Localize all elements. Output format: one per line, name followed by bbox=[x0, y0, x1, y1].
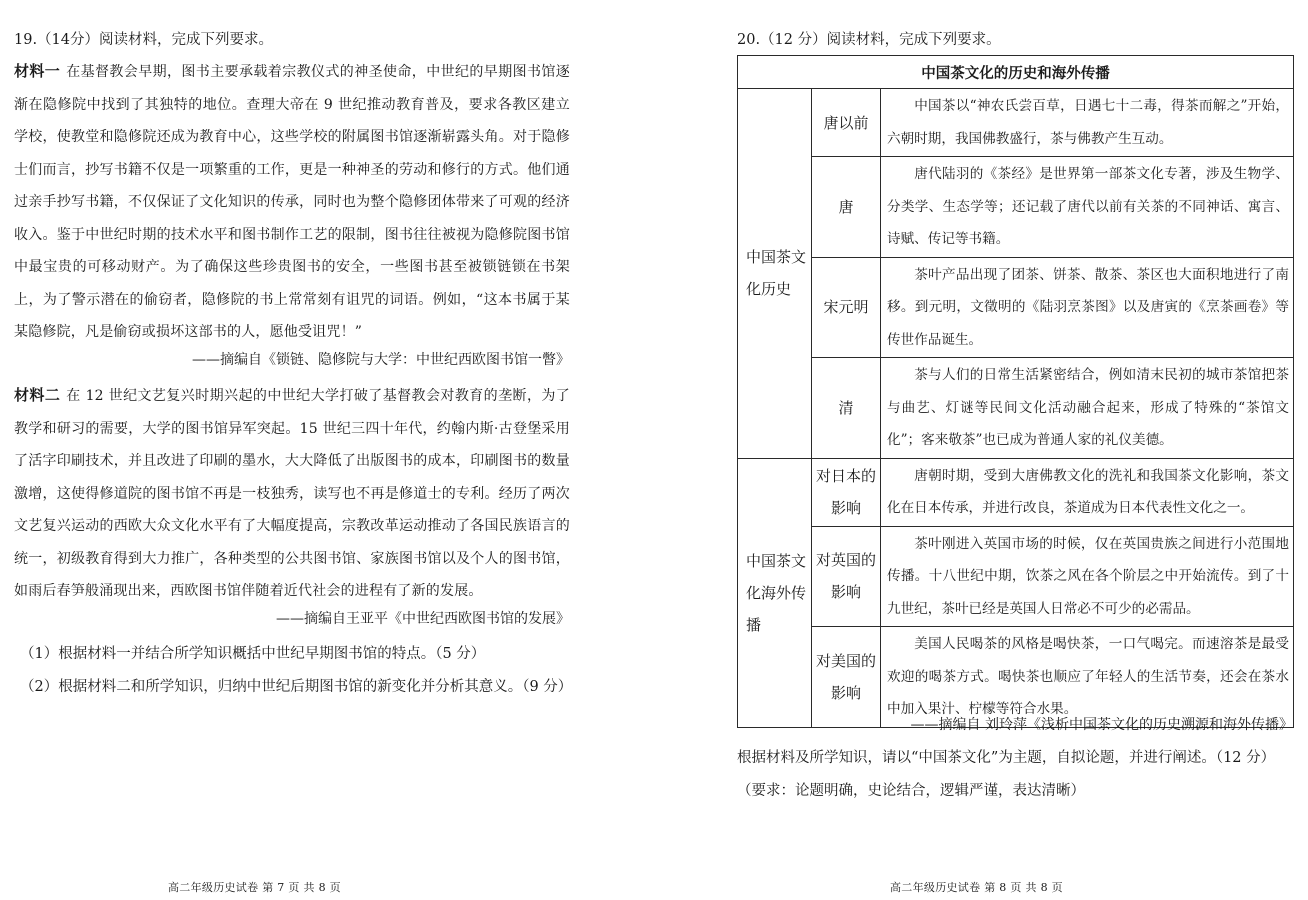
era-cell: 清 bbox=[812, 358, 881, 459]
category-history: 中国茶文化历史 bbox=[738, 89, 812, 459]
right-footer: 高二年级历史试卷 第 8 页 共 8 页 bbox=[890, 881, 1063, 894]
question-20-title: 20.（12 分）阅读材料，完成下列要求。 bbox=[737, 32, 1001, 48]
question-20-requirement: （要求：论题明确，史论结合，逻辑严谨，表达清晰） bbox=[737, 783, 1085, 799]
material-2-source: ——摘编自王亚平《中世纪西欧图书馆的发展》 bbox=[276, 611, 570, 627]
table-source: ——摘编自 刘玲萍《浅析中国茶文化的历史溯源和海外传播》 bbox=[910, 717, 1293, 733]
table-row bbox=[738, 257, 1294, 358]
material-2 bbox=[14, 379, 570, 608]
material-1-text: 在基督教会早期，图书主要承载着宗教仪式的神圣使命，中世纪的早期图书馆逐渐在隐修院中找到了其独特的地位。查理大帝在 9 世纪推动教育普及，要求各教区建立学校，使教堂和隐修院还成为教育中心，这些学校的附属图书馆逐渐崭露头角。对于隐修士们而言，抄写书籍不仅是一项繁重的工作，更是一种神圣的劳动和修行的方式。他们通过亲手抄写书籍，不仅保证了文化知识的传承，同时也为整个隐修团体带来了可观的经济收入。鉴于中世纪时期的技术水平和图书制作工艺的限制，图书往往被视为隐修院图书馆中最宝贵的可移动财产。为了确保这些珍贵图书的安全，一些图书甚至被锁链锁在书架上，为了警示潜在的偷窃者，隐修院的书上常常刻有诅咒的词语。例如，“这本书属于某某隐修院，凡是偷窃或损坏这部书的人，愿他受诅咒！” bbox=[14, 64, 570, 340]
table-row bbox=[738, 627, 1294, 728]
era-cell: 唐以前 bbox=[812, 89, 881, 157]
era-cell: 对美国的影响 bbox=[812, 627, 881, 728]
table-header-row bbox=[738, 56, 1294, 89]
desc-cell: 茶叶产品出现了团茶、饼茶、散茶、茶区也大面积地进行了南移。到元明，文徵明的《陆羽烹茶图》以及唐寅的《烹茶画卷》等传世作品诞生。 bbox=[881, 257, 1294, 358]
table-row bbox=[738, 157, 1294, 258]
desc-cell: 唐朝时期，受到大唐佛教文化的洗礼和我国茶文化影响，茶文化在日本传承，并进行改良，茶道成为日本代表性文化之一。 bbox=[881, 458, 1294, 526]
desc-cell: 中国茶以“神农氏尝百草，日遇七十二毒，得茶而解之”开始，六朝时期，我国佛教盛行，茶与佛教产生互动。 bbox=[881, 89, 1294, 157]
desc-cell: 茶与人们的日常生活紧密结合，例如清末民初的城市茶馆把茶与曲艺、灯谜等民间文化活动融合起来，形成了特殊的“茶馆文化”；客来敬茶”也已成为普通人家的礼仪美德。 bbox=[881, 358, 1294, 459]
question-19-2: （2）根据材料二和所学知识，归纳中世纪后期图书馆的新变化并分析其意义。（9 分） bbox=[20, 679, 573, 695]
question-19-title: 19.（14分）阅读材料，完成下列要求。 bbox=[14, 32, 274, 48]
material-2-label: 材料二 bbox=[14, 386, 61, 404]
era-cell: 对英国的影响 bbox=[812, 526, 881, 627]
tea-culture-table bbox=[737, 55, 1294, 728]
question-20-instruction: 根据材料及所学知识，请以“中国茶文化”为主题，自拟论题，并进行阐述。（12 分） bbox=[737, 750, 1276, 766]
table-row bbox=[738, 89, 1294, 157]
category-overseas: 中国茶文化海外传播 bbox=[738, 458, 812, 727]
era-cell: 对日本的影响 bbox=[812, 458, 881, 526]
table-row bbox=[738, 526, 1294, 627]
material-1 bbox=[14, 55, 570, 349]
era-cell: 宋元明 bbox=[812, 257, 881, 358]
material-1-source: ——摘编自《锁链、隐修院与大学：中世纪西欧图书馆一瞥》 bbox=[192, 352, 570, 368]
desc-cell: 美国人民喝茶的风格是喝快茶，一口气喝完。而速溶茶是最受欢迎的喝茶方式。喝快茶也顺应了年轻人的生活节奏，还会在茶水中加入果汁、柠檬等符合水果。 bbox=[881, 627, 1294, 728]
desc-cell: 唐代陆羽的《茶经》是世界第一部茶文化专著，涉及生物学、分类学、生态学等；还记载了唐代以前有关茶的不同神话、寓言、诗赋、传记等书籍。 bbox=[881, 157, 1294, 258]
material-1-label: 材料一 bbox=[14, 62, 61, 80]
desc-cell: 茶叶刚进入英国市场的时候，仅在英国贵族之间进行小范围地传播。十八世纪中期，饮茶之风在各个阶层之中开始流传。到了十九世纪，茶叶已经是英国人日常必不可少的必需品。 bbox=[881, 526, 1294, 627]
material-2-text: 在 12 世纪文艺复兴时期兴起的中世纪大学打破了基督教会对教育的垄断，为了教学和研习的需要，大学的图书馆异军突起。15 世纪三四十年代，约翰内斯·古登堡采用了活字印刷技术，并且改进了印刷的墨水，大大降低了出版图书的成本，印刷图书的数量激增，这使得修道院的图书馆不再是一枝独秀，读写也不再是修道士的专利。经历了两次文艺复兴运动的西欧大众文化水平有了大幅度提高，宗教改革运动推动了各国民族语言的统一，初级教育得到大力推广，各种类型的公共图书馆、家族图书馆以及个人的图书馆，如雨后春笋般涌现出来，西欧图书馆伴随着近代社会的进程有了新的发展。 bbox=[14, 388, 570, 599]
table-row bbox=[738, 358, 1294, 459]
table-row bbox=[738, 458, 1294, 526]
left-footer: 高二年级历史试卷 第 7 页 共 8 页 bbox=[168, 881, 341, 894]
question-19-1: （1）根据材料一并结合所学知识概括中世纪早期图书馆的特点。（5 分） bbox=[20, 646, 486, 662]
table-title: 中国茶文化的历史和海外传播 bbox=[738, 56, 1294, 89]
era-cell: 唐 bbox=[812, 157, 881, 258]
